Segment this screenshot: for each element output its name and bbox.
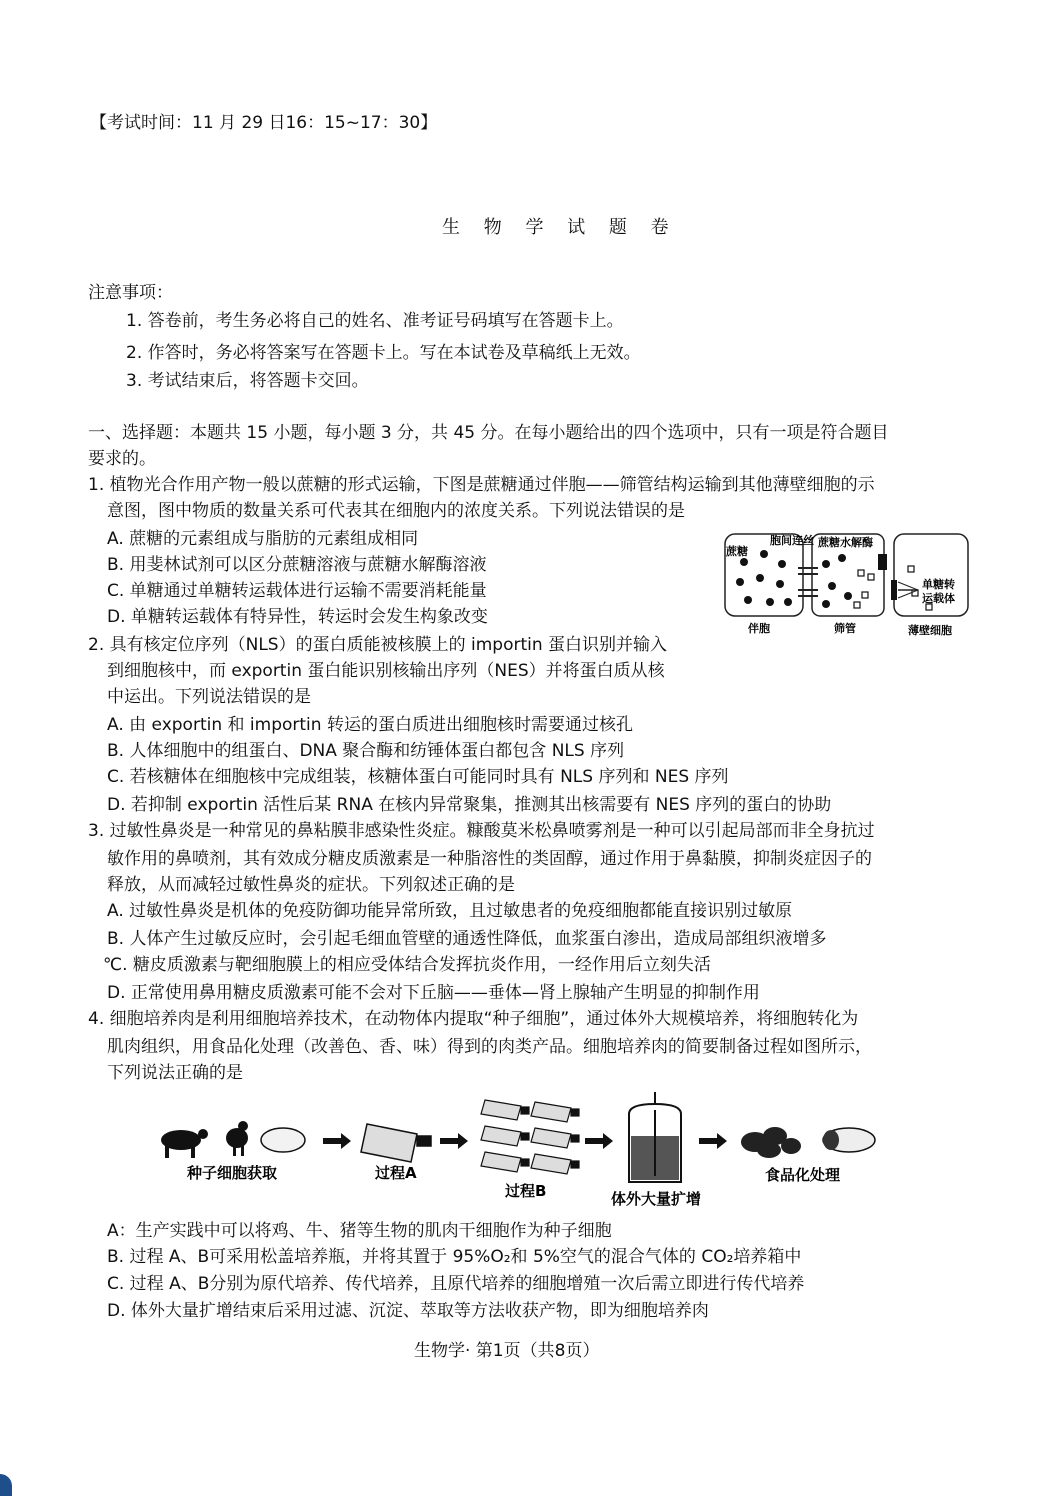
section-heading-line2: 要求的。: [88, 449, 156, 469]
note-item: 3. 考试结束后，将答题卡交回。: [126, 371, 369, 391]
q2-option-d: D. 若抑制 exportin 活性后某 RNA 在核内异常聚集，推测其出核需要有 NES 序列的蛋白的协助: [107, 795, 832, 815]
fig-label-carrier-2: 运载体: [922, 592, 955, 605]
bioreactor-icon: [629, 1092, 681, 1182]
step-label-food-processing: 食品化处理: [765, 1166, 841, 1184]
q4-stem-line1: 4. 细胞培养肉是利用细胞培养技术，在动物体内提取“种子细胞”，通过体外大规模培养，将细胞转化为: [88, 1009, 859, 1029]
animals-icon: [161, 1121, 248, 1158]
section-heading-line1: 一、选择题：本题共 15 小题，每小题 3 分，共 45 分。在每小题给出的四个选项中，只有一项是符合题目: [88, 423, 889, 443]
arrow-icon: [440, 1133, 468, 1149]
sausage-icon: [823, 1128, 875, 1152]
step-label-expansion: 体外大量扩增: [611, 1190, 702, 1208]
q4-stem-line2: 肌肉组织，用食品化处理（改善色、香、味）得到的肉类产品。细胞培养肉的简要制备过程如图所示，: [107, 1037, 872, 1057]
q1-stem-line2: 意图，图中物质的数量关系可代表其在细胞内的浓度关系。下列说法错误的是: [107, 501, 685, 521]
q4-option-d: D. 体外大量扩增结束后采用过滤、沉淀、萃取等方法收获产物，即为细胞培养肉: [107, 1301, 709, 1321]
fig-label-enzyme: 蔗糖水解酶: [818, 536, 873, 549]
arrow-icon: [323, 1133, 351, 1149]
q3-option-b: B. 人体产生过敏反应时，会引起毛细血管壁的通透性降低，血浆蛋白渗出，造成局部组织液增多: [107, 929, 827, 949]
step-label-process-b: 过程B: [505, 1182, 547, 1200]
fig-label-carrier-1: 单糖转: [922, 578, 955, 591]
meat-icon: [741, 1127, 801, 1158]
q2-stem-line3: 中运出。下列说法错误的是: [107, 687, 311, 707]
page-footer: 生物学· 第1页（共8页）: [414, 1341, 600, 1361]
q2-option-b: B. 人体细胞中的组蛋白、DNA 聚合酶和纺锤体蛋白都包含 NLS 序列: [107, 741, 625, 761]
step-label-seed-cells: 种子细胞获取: [187, 1164, 278, 1182]
fig-label-plasmodesma: 胞间连丝: [770, 534, 814, 547]
arrow-icon: [699, 1133, 727, 1149]
flask-icon: [361, 1124, 431, 1162]
q2-option-c: C. 若核糖体在细胞核中完成组装，核糖体蛋白可能同时具有 NLS 序列和 NES 序列: [107, 767, 729, 787]
q2-stem-line2: 到细胞核中，而 exportin 蛋白能识别核输出序列（NES）并将蛋白质从核: [107, 661, 665, 681]
step-label-process-a: 过程A: [375, 1164, 417, 1182]
q1-stem-line1: 1. 植物光合作用产物一般以蔗糖的形式运输，下图是蔗糖通过伴胞——筛管结构运输到其他薄壁细胞的示: [88, 475, 875, 495]
corner-mark: [0, 1474, 12, 1496]
q4-stem-line3: 下列说法正确的是: [107, 1063, 243, 1083]
q3-option-a: A. 过敏性鼻炎是机体的免疫防御功能异常所致，且过敏患者的免疫细胞都能直接识别过敏原: [107, 901, 793, 921]
page-title: 生 物 学 试 题 卷: [442, 217, 678, 238]
flasks-icon: [481, 1100, 579, 1174]
q1-option-c: C. 单糖通过单糖转运载体进行运输不需要消耗能量: [107, 581, 487, 601]
q4-option-b: B. 过程 A、B可采用松盖培养瓶，并将其置于 95%O₂和 5%空气的混合气体的 CO₂培养箱中: [107, 1247, 802, 1267]
q3-stem-line2: 敏作用的鼻喷剂，其有效成分糖皮质激素是一种脂溶性的类固醇，通过作用于鼻黏膜，抑制炎症因子的: [107, 849, 872, 869]
q3-stem-line3: 释放，从而减轻过敏性鼻炎的症状。下列叙述正确的是: [107, 875, 515, 895]
q4-option-c: C. 过程 A、B分别为原代培养、传代培养，且原代培养的细胞增殖一次后需立即进行传代培养: [107, 1274, 805, 1294]
fig-label-parenchyma: 薄壁细胞: [908, 624, 952, 637]
exam-time: 【考试时间：11 月 29 日16：15~17：30】: [90, 113, 438, 133]
sucrose-transport-diagram: [722, 530, 972, 642]
q3-stem-line1: 3. 过敏性鼻炎是一种常见的鼻粘膜非感染性炎症。糠酸莫米松鼻喷雾剂是一种可以引起局部而非全身抗过: [88, 821, 875, 841]
notes-heading: 注意事项：: [88, 283, 173, 303]
arrow-icon: [585, 1133, 613, 1149]
fig-label-companion: 伴胞: [748, 622, 770, 635]
note-item: 1. 答卷前，考生务必将自己的姓名、准考证号码填写在答题卡上。: [126, 311, 624, 331]
q2-stem-line1: 2. 具有核定位序列（NLS）的蛋白质能被核膜上的 importin 蛋白识别并输入: [88, 635, 668, 655]
q3-option-c: ℃. 糖皮质激素与靶细胞膜上的相应受体结合发挥抗炎作用，一经作用后立刻失活: [103, 955, 711, 975]
note-item: 2. 作答时，务必将答案写在答题卡上。写在本试卷及草稿纸上无效。: [126, 343, 641, 363]
cultured-meat-process-diagram: [155, 1090, 885, 1215]
q1-option-a: A. 蔗糖的元素组成与脂肪的元素组成相同: [107, 529, 419, 549]
q3-option-d: D. 正常使用鼻用糖皮质激素可能不会对下丘脑——垂体—肾上腺轴产生明显的抑制作用: [107, 983, 760, 1003]
fig-label-sieve: 筛管: [834, 622, 856, 635]
q1-option-d: D. 单糖转运载体有特异性，转运时会发生构象改变: [107, 607, 488, 627]
q2-option-a: A. 由 exportin 和 importin 转运的蛋白质进出细胞核时需要通过核孔: [107, 715, 633, 735]
fig-label-sucrose: 蔗糖: [726, 545, 748, 558]
pig-icon: [261, 1128, 305, 1152]
q4-option-a: A：生产实践中可以将鸡、牛、猪等生物的肌肉干细胞作为种子细胞: [107, 1221, 612, 1241]
q1-option-b: B. 用斐林试剂可以区分蔗糖溶液与蔗糖水解酶溶液: [107, 555, 487, 575]
